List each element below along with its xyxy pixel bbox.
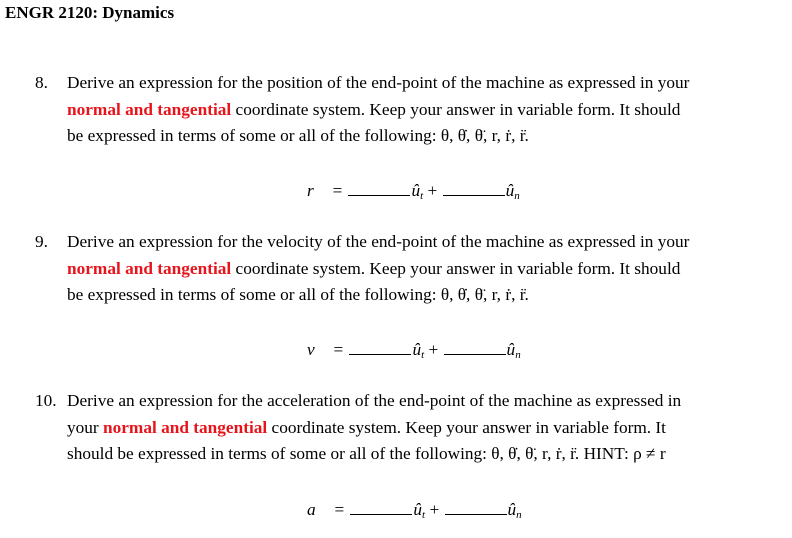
question-9-equation <box>307 339 521 366</box>
question-9-line-3 <box>35 282 780 309</box>
question-9-eq-sub1: t <box>421 349 425 361</box>
course-title: ENGR 2120: Dynamics <box>5 3 175 22</box>
question-10-blank-t[interactable] <box>350 500 412 515</box>
question-8-eq-lhs: r⃗ = <box>307 181 344 200</box>
question-9-eq-plus: + <box>428 340 439 359</box>
question-10-number: 10. <box>35 391 57 410</box>
question-8-line-3 <box>35 123 780 150</box>
question-10-text-1: Derive an expression for the acceleration of the end-point of the machine as expressed in <box>67 391 682 410</box>
question-10-blank-n[interactable] <box>445 500 507 515</box>
question-10-equation <box>307 499 522 526</box>
question-9-eq-lhs: v⃗ = <box>307 340 345 359</box>
question-10-eq-term1: û <box>413 500 423 519</box>
question-9-eq-sub2: n <box>515 349 521 361</box>
question-8-text-2b: coordinate system. Keep your answer in variable form. It should <box>231 99 681 119</box>
question-10 <box>35 388 780 468</box>
question-8-text-1: Derive an expression for the position of the end-point of the machine as expressed in your <box>67 73 690 92</box>
question-8-line-2 <box>35 97 780 124</box>
question-8-blank-n[interactable] <box>443 181 505 196</box>
question-9-eq-term2: û <box>506 340 516 359</box>
question-8-eq-sub2: n <box>514 190 520 202</box>
question-10-text-2a: your <box>67 417 103 437</box>
question-10-eq-lhs: a⃗ = <box>307 500 346 519</box>
question-8-equation <box>307 180 520 207</box>
question-9 <box>35 229 780 309</box>
question-10-line-2 <box>35 415 780 442</box>
question-8-eq-sub1: t <box>420 190 424 202</box>
question-9-text-3: be expressed in terms of some or all of the following: θ, θ̇, θ̈, r, ṙ, r̈. <box>67 285 529 304</box>
question-8-eq-plus: + <box>427 181 438 200</box>
question-8-eq-term1: û <box>411 181 421 200</box>
question-10-eq-term2: û <box>507 500 517 519</box>
question-9-eq-term1: û <box>412 340 422 359</box>
question-10-line-3 <box>35 441 780 468</box>
question-10-eq-sub2: n <box>516 509 522 521</box>
question-9-line-2 <box>35 256 780 283</box>
question-9-highlight: normal and tangential <box>67 258 232 278</box>
question-9-line-1 <box>35 229 780 256</box>
question-9-text-2b: coordinate system. Keep your answer in variable form. It should <box>231 258 681 278</box>
question-10-text-2b: coordinate system. Keep your answer in variable form. It <box>267 417 666 437</box>
question-8 <box>35 70 780 150</box>
question-8-text-3: be expressed in terms of some or all of the following: θ, θ̇, θ̈, r, ṙ, r̈. <box>67 126 529 145</box>
question-9-blank-n[interactable] <box>444 340 506 355</box>
question-10-text-3: should be expressed in terms of some or all of the following: θ, θ̇, θ̈, r, ṙ, r̈. HINT: ρ ≠ r <box>67 444 666 463</box>
question-10-line-1 <box>35 388 780 415</box>
question-10-highlight: normal and tangential <box>103 417 268 437</box>
question-8-line-1 <box>35 70 780 97</box>
question-10-eq-sub1: t <box>422 509 426 521</box>
question-9-number: 9. <box>35 232 48 251</box>
question-8-highlight: normal and tangential <box>67 99 232 119</box>
question-9-blank-t[interactable] <box>349 340 411 355</box>
question-9-text-1: Derive an expression for the velocity of the end-point of the machine as expressed in your <box>67 232 690 251</box>
question-10-eq-plus: + <box>429 500 440 519</box>
question-8-blank-t[interactable] <box>348 181 410 196</box>
question-8-eq-term2: û <box>505 181 515 200</box>
question-8-number: 8. <box>35 73 48 92</box>
